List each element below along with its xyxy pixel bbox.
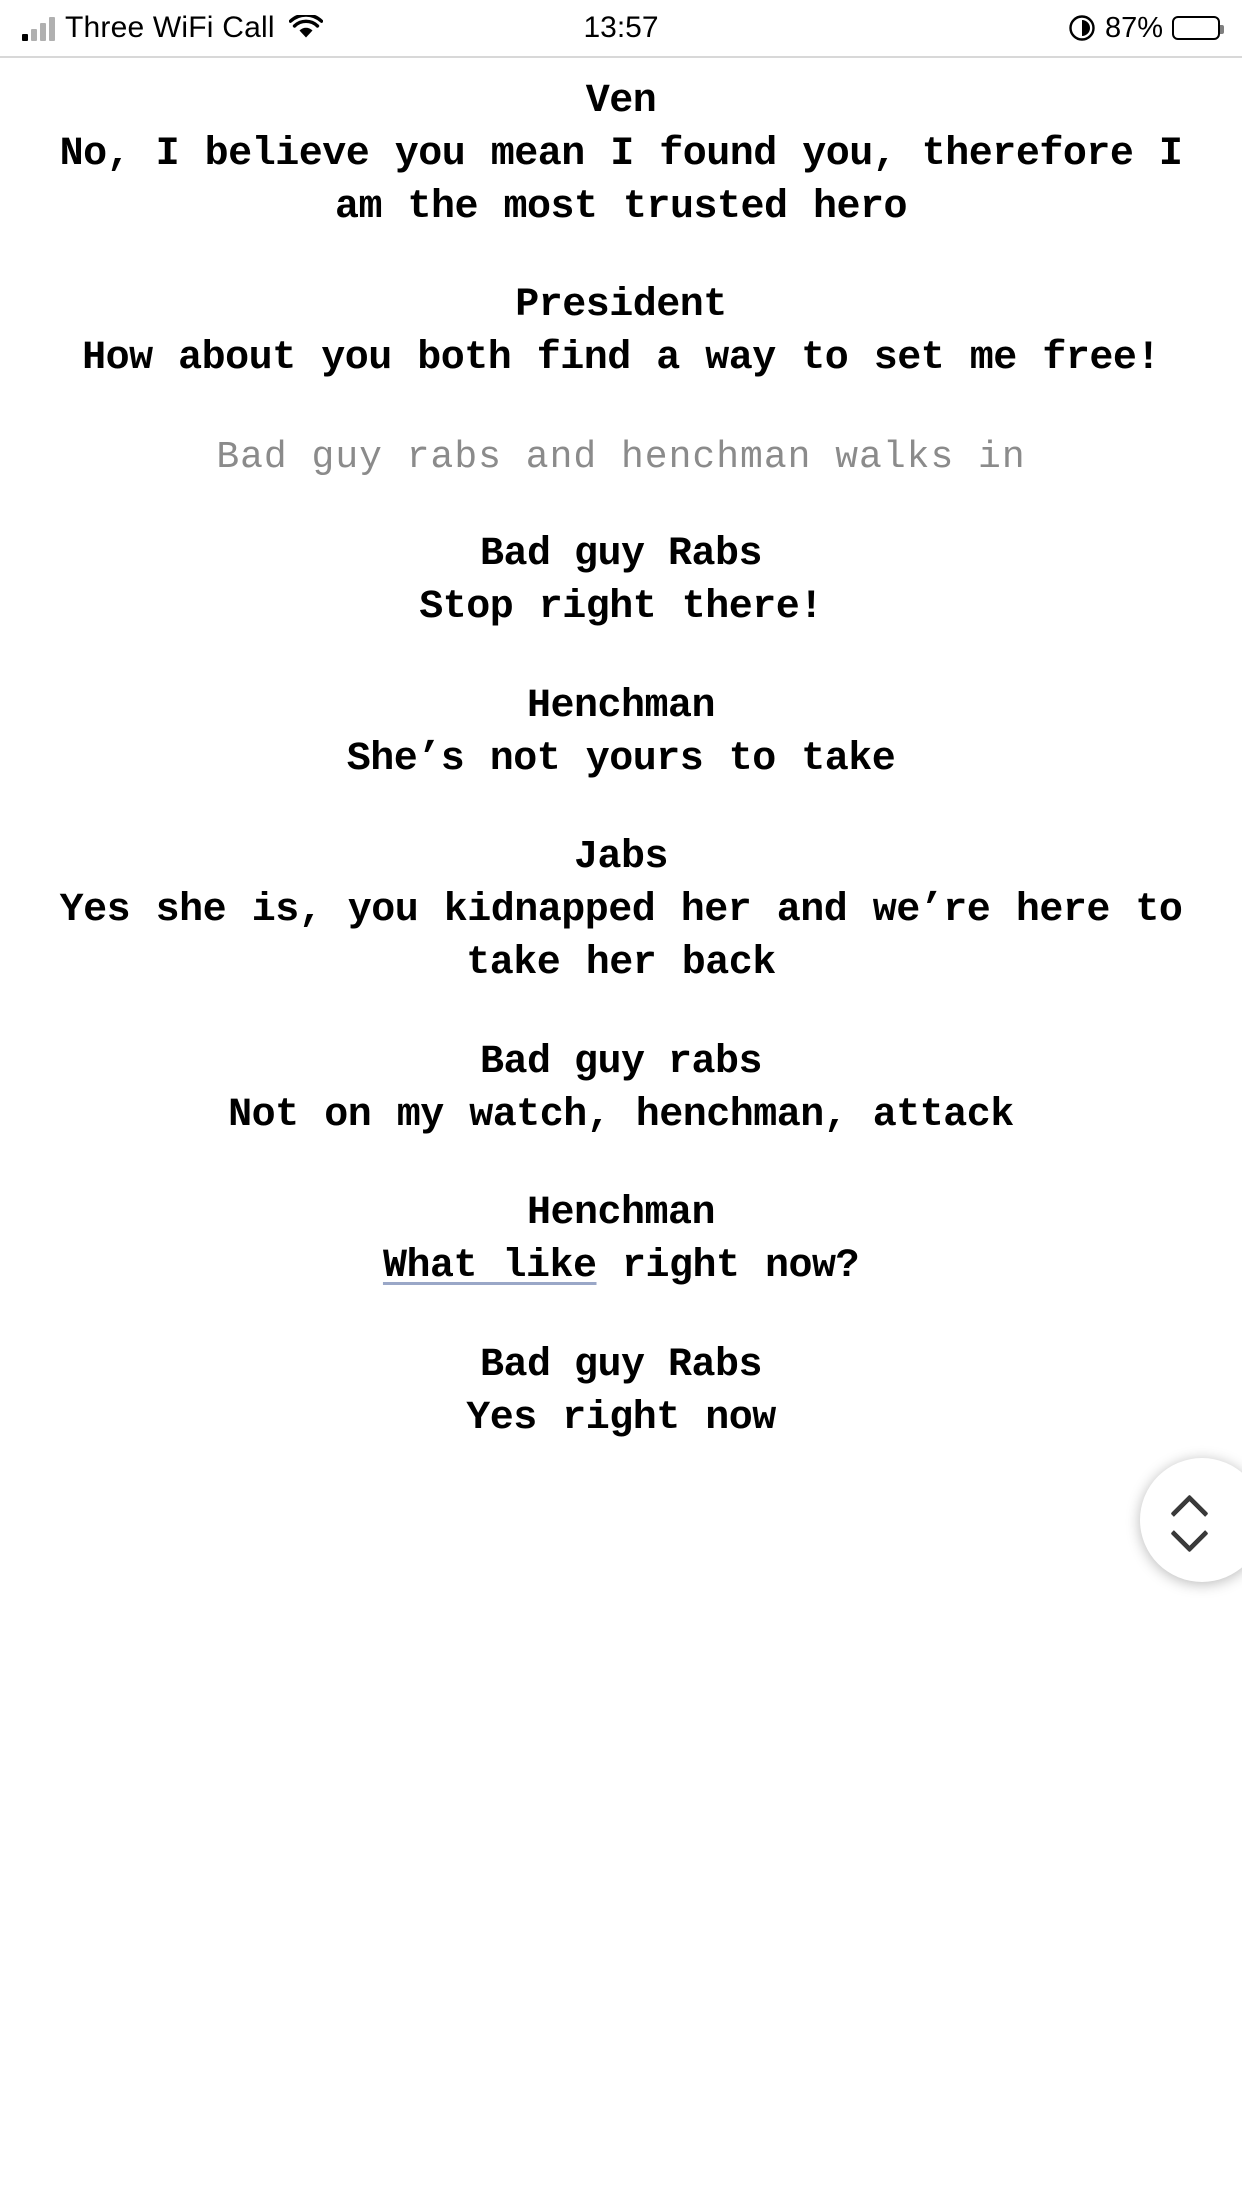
- carrier-label: Three WiFi Call: [65, 11, 275, 44]
- dialogue-line: How about you both find a way to set me free!: [82, 336, 1160, 382]
- dialogue-block: [48, 1340, 1194, 1446]
- dialogue-line: Yes she is, you kidnapped her and we’re here to take her back: [59, 888, 1183, 987]
- chevron-down-icon[interactable]: [1172, 1524, 1206, 1544]
- battery-percent-label: 87%: [1104, 11, 1163, 44]
- dialogue-line: Stop right there!: [419, 585, 823, 631]
- dialogue-block: [48, 1188, 1194, 1294]
- dialogue-line: [48, 1241, 1194, 1294]
- character-name: Bad guy rabs: [479, 1039, 763, 1085]
- character-name: Bad guy Rabs: [479, 1343, 763, 1389]
- status-bar-left: [22, 11, 323, 45]
- character-name: Henchman: [526, 1191, 716, 1237]
- dialogue-block: [48, 529, 1194, 635]
- dialogue-block: [48, 832, 1194, 990]
- character-name: Jabs: [573, 835, 668, 881]
- signal-bars-icon: [22, 15, 55, 41]
- scroll-control[interactable]: [1140, 1458, 1242, 1582]
- rotation-lock-icon: [1068, 14, 1096, 42]
- dialogue-block: [48, 681, 1194, 787]
- dialogue-block: [48, 76, 1194, 234]
- dialogue-block: [48, 280, 1194, 386]
- character-name: Bad guy Rabs: [479, 532, 763, 578]
- dialogue-line: She’s not yours to take: [346, 736, 896, 782]
- dialogue-line-rest: right now?: [596, 1244, 860, 1290]
- dialogue-line: No, I believe you mean I found you, therefore I am the most trusted hero: [59, 131, 1183, 230]
- underlined-text: What like: [382, 1244, 597, 1290]
- chevron-up-icon[interactable]: [1172, 1496, 1206, 1516]
- status-bar: [0, 0, 1242, 56]
- battery-icon: [1172, 16, 1220, 40]
- script-content: [0, 58, 1242, 1446]
- character-name: Ven: [585, 79, 657, 124]
- dialogue-line: Yes right now: [466, 1395, 776, 1441]
- character-name: President: [515, 283, 727, 329]
- status-bar-right: [1068, 12, 1220, 45]
- dialogue-line: Not on my watch, henchman, attack: [228, 1092, 1014, 1138]
- wifi-icon: [289, 15, 323, 41]
- character-name: Henchman: [526, 683, 716, 729]
- dialogue-block: [48, 1037, 1194, 1143]
- clock-label: 13:57: [583, 11, 659, 44]
- stage-direction: Bad guy rabs and henchman walks in: [216, 435, 1026, 479]
